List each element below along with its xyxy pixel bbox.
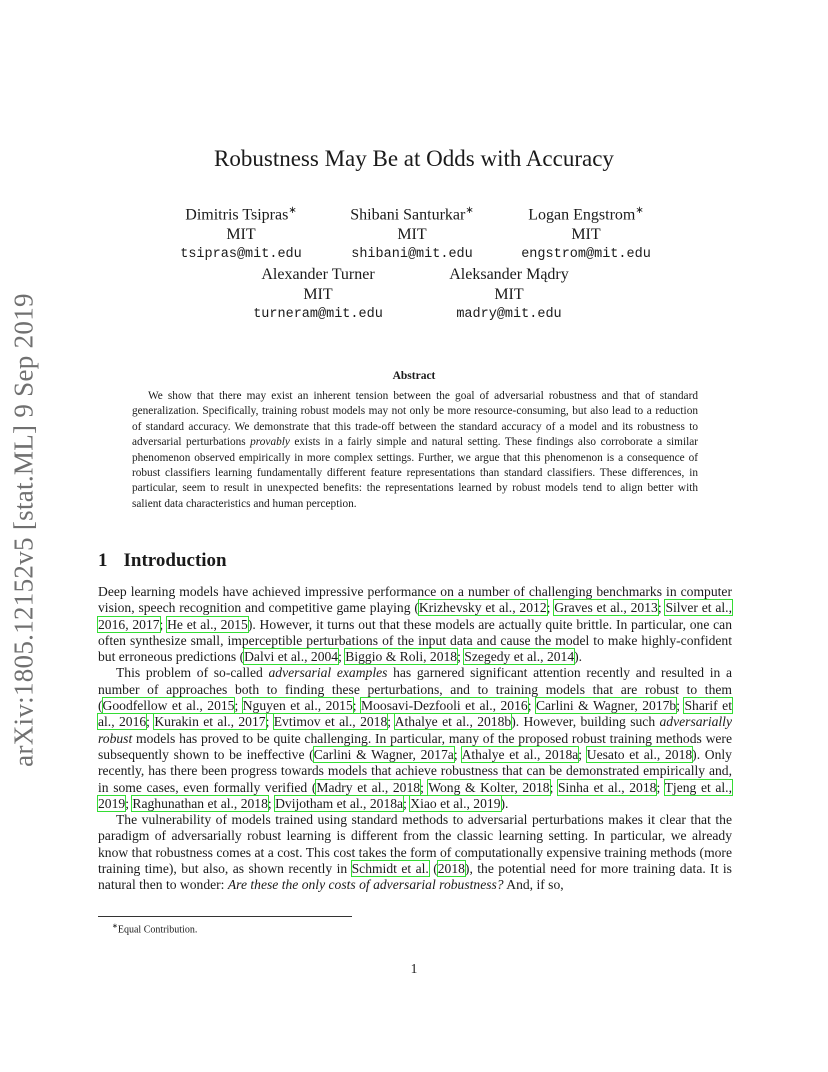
citation-link[interactable]: Schmidt et al. — [351, 861, 429, 877]
equal-contribution-mark: ∗ — [635, 205, 644, 216]
citation-link[interactable]: Moosavi-Dezfooli et al., 2016 — [361, 698, 528, 714]
author-affiliation: MIT — [571, 226, 601, 244]
citation-link[interactable]: Wong & Kolter, 2018 — [428, 779, 550, 795]
author-email[interactable]: shibani@mit.edu — [351, 247, 473, 263]
page-number: 1 — [410, 961, 418, 976]
author-block — [496, 201, 676, 265]
author-block — [151, 201, 331, 265]
citation-link[interactable]: Kurakin et al., 2017 — [154, 714, 266, 730]
author-name: Dimitris Tsipras∗ — [185, 205, 297, 224]
author-email[interactable]: engstrom@mit.edu — [521, 247, 651, 263]
citation-link[interactable]: Goodfellow et al., 2015 — [102, 698, 235, 714]
citation-link[interactable]: Krizhevsky et al., 2012 — [418, 600, 547, 616]
citation-link[interactable]: Nguyen et al., 2015 — [242, 698, 353, 714]
citation-link[interactable]: Madry et al., 2018 — [316, 779, 421, 795]
equal-contribution-mark: ∗ — [465, 205, 474, 216]
citation-link[interactable]: Sharif et al., 2016 — [98, 698, 732, 730]
author-affiliation: MIT — [397, 226, 427, 244]
citation-link[interactable]: Xiao et al., 2019 — [410, 795, 501, 811]
citation-link[interactable]: Sinha et al., 2018 — [558, 779, 657, 795]
section-number: 1 — [98, 550, 108, 571]
citation-link[interactable]: Carlini & Wagner, 2017a — [313, 746, 454, 762]
author-email[interactable]: turneram@mit.edu — [253, 307, 383, 322]
citation-link[interactable]: Szegedy et al., 2014 — [464, 649, 575, 665]
equal-contribution-mark: ∗ — [288, 205, 297, 216]
citation-link[interactable]: He et al., 2015 — [167, 616, 248, 632]
paragraph-1: Deep learning models have achieved impressive performance on a number of challenging benchmarks in computer vision, speech recognition and competitive game playing (Krizhevsky et al., 2012; Graves et al., 2013; Silver et al., 2016, 2017; He et al., 2015). However, it turns out that these models are actually quite brittle. In particular, one can often synthesize small, imperceptible perturbations of the input data and cause the model to make highly-confident but erroneous predictions (Dalvi et al., 2004; Biggio & Roli, 2018; Szegedy et al., 2014). — [98, 584, 732, 665]
author-name: Aleksander Mądry — [449, 266, 569, 283]
citation-link[interactable]: Athalye et al., 2018b — [394, 714, 512, 730]
citation-link[interactable]: Dalvi et al., 2004 — [244, 649, 339, 665]
paper-title: Robustness May Be at Odds with Accuracy — [214, 146, 614, 171]
citation-link[interactable]: Carlini & Wagner, 2017b — [535, 698, 677, 714]
citation-link[interactable]: Biggio & Roli, 2018 — [345, 649, 458, 665]
section-title: Introduction — [123, 550, 227, 571]
author-affiliation: MIT — [494, 286, 524, 303]
citation-link[interactable]: 2018 — [437, 861, 465, 877]
citation-link[interactable]: Silver et al., 2016, 2017 — [98, 600, 732, 632]
footnote-rule — [98, 916, 352, 917]
introduction-body — [98, 584, 732, 894]
citation-link[interactable]: Athalye et al., 2018a — [461, 746, 579, 762]
author-name: Alexander Turner — [261, 266, 375, 283]
author-name: Shibani Santurkar∗ — [350, 205, 474, 224]
arxiv-identifier-text: arXiv:1805.12152v5 [stat.ML] 9 Sep 2019 — [8, 293, 39, 767]
arxiv-identifier-sidebar — [4, 290, 44, 770]
author-name: Logan Engstrom∗ — [528, 205, 644, 224]
author-block — [322, 201, 502, 265]
footnote — [112, 922, 197, 935]
author-affiliation: MIT — [226, 226, 256, 244]
abstract-text: We show that there may exist an inherent tension between the goal of adversarial robustness and that of standard generalization. Specifically, training robust models may not only be more resource-consuming, but also lead to a reduction of standard accuracy. We demonstrate that this trade-off between the standard accuracy of a model and its robustness to adversarial perturbations provably exists in a fairly simple and natural setting. These findings also corroborate a similar phenomenon observed empirically in more complex settings. Further, we argue that this phenomenon is a consequence of robust classifiers learning fundamentally different feature representations than standard classifiers. These differences, in particular, seem to result in unexpected benefits: the representations learned by robust models tend to align better with salient data characteristics and human perception. — [132, 390, 698, 510]
author-email[interactable]: madry@mit.edu — [456, 307, 562, 322]
footnote-text: Equal Contribution. — [117, 924, 198, 936]
abstract-heading: Abstract — [392, 370, 436, 382]
citation-link[interactable]: Dvijotham et al., 2018a — [275, 795, 404, 811]
citation-link[interactable]: Graves et al., 2013 — [554, 600, 658, 616]
footnote-mark: ∗ — [112, 922, 118, 930]
author-block — [228, 265, 408, 325]
paragraph-3: The vulnerability of models trained using standard methods to adversarial perturbations makes it clear that the paradigm of adversarially robust learning is different from the classic learning setting. In particular, we already know that robustness comes at a cost. This cost takes the form of computationally expensive training methods (more training time), but also, as shown recently in Schmidt et al. (2018), the potential need for more training data. It is natural then to wonder: Are these the only costs of adversarial robustness? And, if so, — [98, 812, 732, 893]
citation-link[interactable]: Uesato et al., 2018 — [586, 746, 693, 762]
author-block — [419, 265, 599, 325]
author-affiliation: MIT — [303, 286, 333, 303]
citation-link[interactable]: Raghunathan et al., 2018 — [132, 795, 268, 811]
citation-link[interactable]: Evtimov et al., 2018 — [273, 714, 388, 730]
paragraph-2: This problem of so-called adversarial examples has garnered significant attention recently and resulted in a number of approaches both to finding these perturbations, and to training models that are robust to them (Goodfellow et al., 2015; Nguyen et al., 2015; Moosavi-Dezfooli et al., 2016; Carlini & Wagner, 2017b; Sharif et al., 2016; Kurakin et al., 2017; Evtimov et al., 2018; Athalye et al., 2018b). However, building such adversarially robust models has proved to be quite challenging. In particular, many of the proposed robust training methods were subsequently shown to be ineffective (Carlini & Wagner, 2017a; Athalye et al., 2018a; Uesato et al., 2018). Only recently, has there been progress towards models that achieve robustness that can be demonstrated empirically and, in some cases, even formally verified (Madry et al., 2018; Wong & Kolter, 2018; Sinha et al., 2018; Tjeng et al., 2019; Raghunathan et al., 2018; Dvijotham et al., 2018a; Xiao et al., 2019). — [98, 665, 733, 811]
section-heading-introduction — [98, 550, 227, 572]
citation-link[interactable]: Tjeng et al., 2019 — [98, 779, 732, 811]
author-email[interactable]: tsipras@mit.edu — [180, 247, 302, 263]
